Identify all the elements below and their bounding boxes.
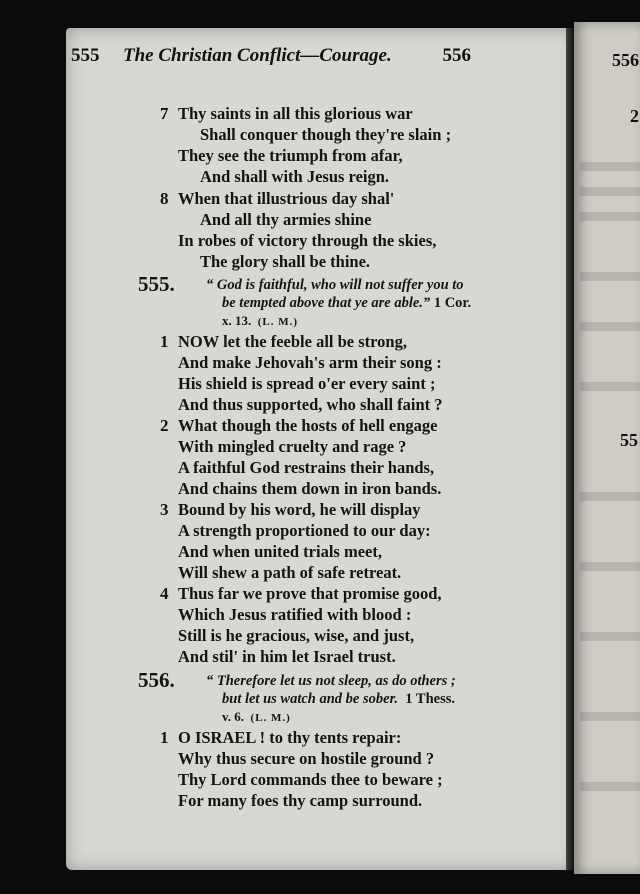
hymn-meter: x. 13. (L. M.): [222, 313, 299, 328]
verse-number: 3: [160, 500, 169, 519]
verse-number: 1: [160, 332, 169, 351]
verse-line: In robes of victory through the skies,: [178, 231, 437, 250]
verse-line: And make Jehovah's arm their song :: [178, 353, 442, 372]
verse-line: NOW let the feeble all be strong,: [178, 332, 407, 351]
next-page-verse-number: 2: [630, 106, 639, 126]
verse-line: The glory shall be thine.: [200, 252, 371, 271]
verse-line: Which Jesus ratified with blood :: [178, 605, 412, 624]
hymn-number: 556.: [138, 668, 175, 692]
hymn-number: 555.: [138, 272, 175, 296]
verse-line: And shall with Jesus reign.: [200, 167, 390, 186]
verse-line: Bound by his word, he will display: [178, 500, 421, 519]
book-gutter: [566, 28, 574, 870]
verse-line: And chains them down in iron bands.: [178, 479, 442, 498]
right-page-number: 556: [442, 45, 471, 66]
epigraph-line: “ God is faithful, who will not suffer you to: [206, 277, 464, 293]
epigraph-line: but let us watch and be sober. 1 Thess.: [222, 691, 455, 707]
hymn-meter: v. 6. (L. M.): [222, 709, 291, 724]
verse-number: 4: [160, 584, 169, 603]
epigraph-line: “ Therefore let us not sleep, as do others ;: [206, 673, 456, 689]
verse-line: A strength proportioned to our day:: [178, 521, 431, 540]
next-page-number: 556: [612, 50, 639, 70]
verse-line: And when united trials meet,: [178, 542, 382, 561]
verse-line: Why thus secure on hostile ground ?: [178, 749, 435, 768]
verse-line: O ISRAEL ! to thy tents repair:: [178, 728, 402, 747]
page-title: The Christian Conflict—Courage.: [123, 45, 392, 66]
verse-line: When that illustrious day shal': [178, 189, 395, 208]
verse-line: Still is he gracious, wise, and just,: [178, 626, 415, 645]
epigraph-line: be tempted above that ye are able.” 1 Cor.: [222, 295, 472, 311]
verse-number: 2: [160, 416, 169, 435]
next-page-edge: [574, 22, 640, 874]
verse-line: Thy saints in all this glorious war: [178, 104, 413, 123]
verse-number: 7: [160, 104, 169, 123]
verse-line: Thus far we prove that promise good,: [178, 584, 442, 603]
verse-line: They see the triumph from afar,: [178, 146, 403, 165]
verse-line: And all thy armies shine: [200, 210, 372, 229]
next-page-hymn-number: 55: [620, 430, 638, 450]
verse-line: Thy Lord commands thee to beware ;: [178, 770, 443, 789]
verse-line: His shield is spread o'er every saint ;: [178, 374, 436, 393]
verse-number: 1: [160, 728, 169, 747]
verse-line: What though the hosts of hell engage: [178, 416, 438, 435]
verse-line: Shall conquer though they're slain ;: [200, 125, 452, 144]
verse-line: A faithful God restrains their hands,: [178, 458, 435, 477]
left-page-number: 555: [71, 45, 100, 66]
verse-line: And thus supported, who shall faint ?: [178, 395, 443, 414]
running-header: [71, 45, 471, 77]
verse-number: 8: [160, 189, 169, 208]
verse-line: For many foes thy camp surround.: [178, 791, 423, 810]
verse-line: Will shew a path of safe retreat.: [178, 563, 402, 582]
verse-line: With mingled cruelty and rage ?: [178, 437, 407, 456]
verse-line: And stil' in him let Israel trust.: [178, 647, 396, 666]
